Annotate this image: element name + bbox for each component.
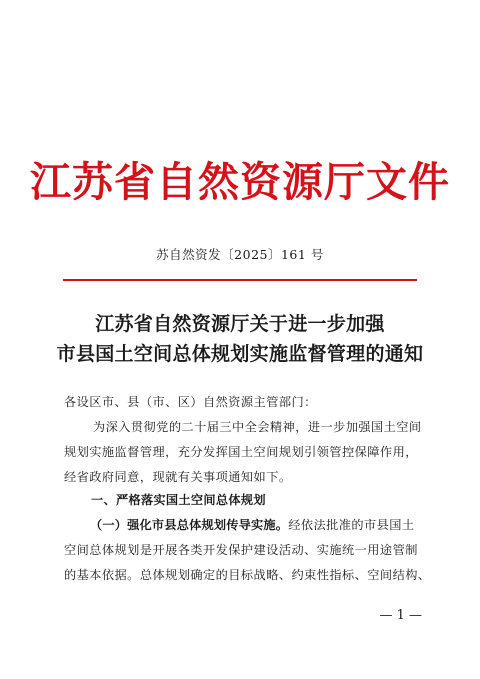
paragraph-1-line-1: 为深入贯彻党的二十届三中全会精神，进一步加强国土空间: [93, 420, 422, 434]
paragraph-2-line-1: [90, 516, 415, 534]
paragraph-1-line-3: 经省政府同意，现就有关事项通知如下。: [64, 470, 292, 484]
paragraph-2-line-3: 的基本依据。总体规划确定的目标战略、约束性指标、空间结构、: [64, 568, 431, 582]
paragraph-2-line-2: 空间总体规划是开展各类开发保护建设活动、实施统一用途管制: [64, 543, 418, 557]
paragraph-2-line-1-text: 经依法批准的市县国土: [288, 518, 415, 532]
section-heading-1: 一、严格落实国土空间总体规划: [91, 493, 266, 507]
document-title-line-2: 市县国土空间总体规划实施监督管理的通知: [56, 343, 424, 365]
paragraph-1-line-2: 规划实施监督管理，充分发挥国土空间规划引领管控保障作用，: [64, 445, 418, 459]
page-number: — 1 —: [379, 608, 422, 623]
document-number: 苏自然资发〔2025〕161 号: [156, 247, 324, 262]
salutation: 各设区市、县（市、区）自然资源主管部门：: [64, 395, 317, 409]
masthead-title: 江苏省自然资源厅文件: [30, 158, 450, 206]
document-title-line-1: 江苏省自然资源厅关于进一步加强: [95, 313, 385, 335]
subsection-heading-1: （一）强化市县总体规划传导实施。: [90, 518, 289, 532]
red-divider-line: [63, 279, 417, 281]
